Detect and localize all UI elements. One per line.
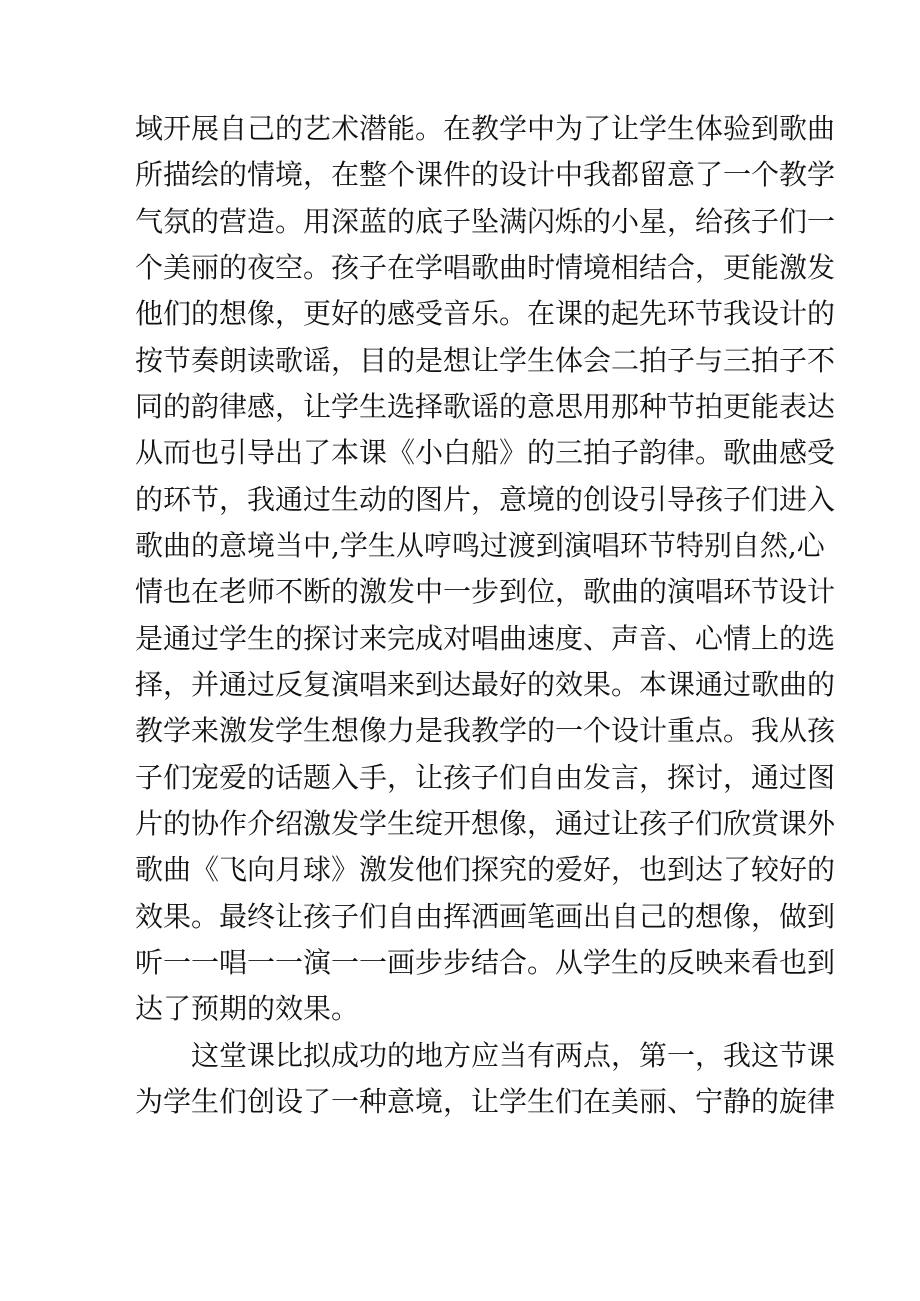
text-line: 这堂课比拟成功的地方应当有两点，第一，我这节课 — [191, 1038, 836, 1072]
text-line: 气氛的营造。用深蓝的底子坠满闪烁的小星，给孩子们一 — [135, 204, 836, 238]
text-line: 按节奏朗读歌谣，目的是想让学生体会二拍子与三拍子不 — [135, 343, 836, 377]
text-line: 域开展自己的艺术潜能。在教学中为了让学生体验到歌曲 — [135, 112, 836, 145]
text-line: 同的韵律感，让学生选择歌谣的意思用那种节拍更能表达 — [135, 389, 836, 423]
text-line: 的环节，我通过生动的图片，意境的创设引导孩子们进入 — [135, 482, 836, 516]
text-line: 从而也引导出了本课《小白船》的三拍子韵律。歌曲感受 — [135, 436, 836, 470]
paragraph-2 — [135, 1033, 836, 1126]
text-line: 是通过学生的探讨来完成对唱曲速度、声音、心情上的选 — [135, 621, 836, 655]
paragraph-1 — [135, 106, 836, 1033]
text-line: 为学生们创设了一种意境，让学生们在美丽、宁静的旋律 — [135, 1084, 836, 1118]
text-line: 情也在老师不断的激发中一步到位，歌曲的演唱环节设计 — [135, 575, 836, 609]
text-line: 片的协作介绍激发学生绽开想像，通过让孩子们欣赏课外 — [135, 806, 836, 840]
text-line: 他们的想像，更好的感受音乐。在课的起先环节我设计的 — [135, 297, 836, 331]
text-line: 歌曲《飞向月球》激发他们探究的爱好，也到达了较好的 — [135, 853, 836, 887]
text-line: 听一一唱一一演一一画步步结合。从学生的反映来看也到 — [135, 945, 836, 979]
text-line: 达了预期的效果。 — [135, 992, 360, 1026]
text-line: 效果。最终让孩子们自由挥洒画笔画出自己的想像，做到 — [135, 899, 836, 933]
text-line: 歌曲的意境当中,学生从哼鸣过渡到演唱环节特别自然,心 — [135, 528, 825, 562]
text-line: 教学来激发学生想像力是我教学的一个设计重点。我从孩 — [135, 714, 836, 748]
document-body — [135, 106, 836, 1125]
text-line: 所描绘的情境，在整个课件的设计中我都留意了一个教学 — [135, 158, 836, 192]
text-line: 子们宠爱的话题入手，让孩子们自由发言，探讨，通过图 — [135, 760, 836, 794]
text-line: 个美丽的夜空。孩子在学唱歌曲时情境相结合，更能激发 — [135, 250, 836, 284]
text-line: 择，并通过反复演唱来到达最好的效果。本课通过歌曲的 — [135, 667, 836, 701]
